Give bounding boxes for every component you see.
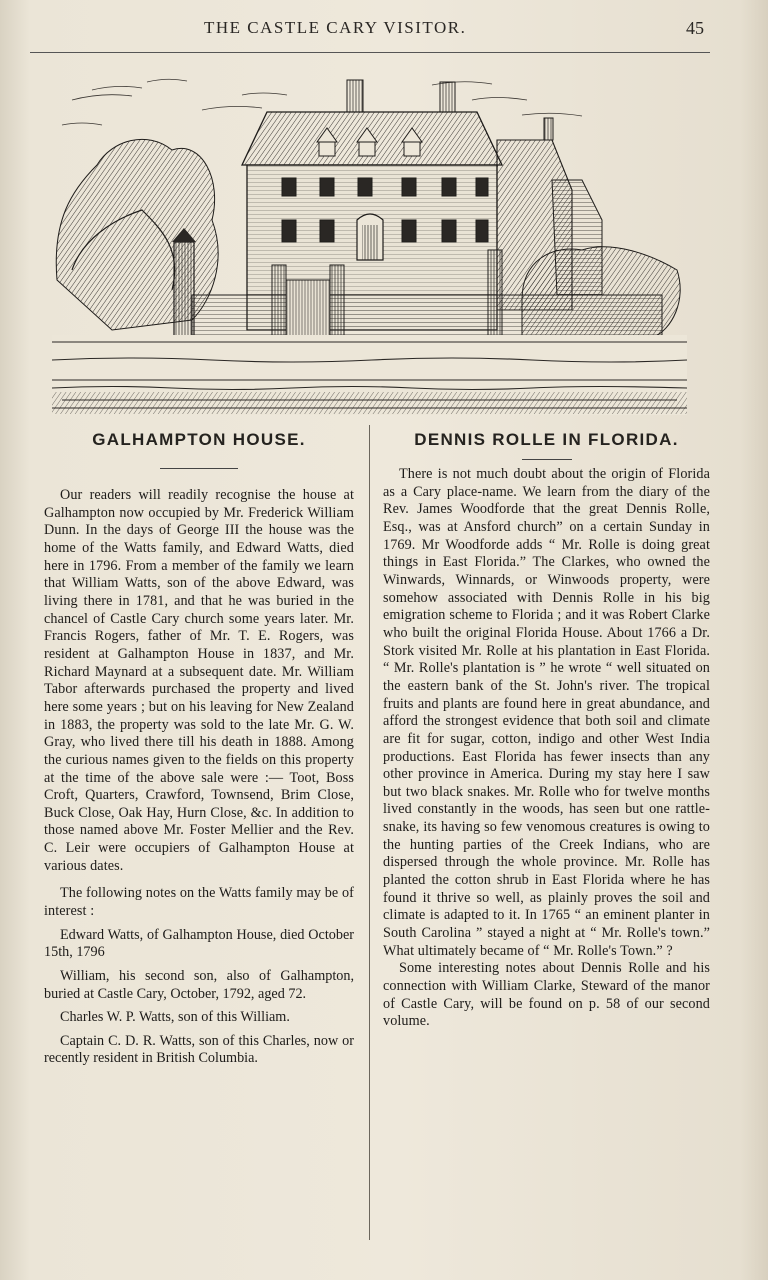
left-column [44, 430, 354, 1068]
page-number: 45 [686, 18, 704, 38]
heading-rule [160, 468, 238, 469]
right-column [383, 430, 710, 1031]
watts-note: Charles W. P. Watts, son of this William. [60, 1009, 290, 1026]
article-paragraph: Some interesting notes about Dennis Rolle and his connection with William Clarke, Steward of the manor of Castle Cary, will be found on p. 58 of our second volume. [383, 960, 710, 1030]
article-heading-galhampton: GALHAMPTON HOUSE. [92, 430, 306, 449]
article-paragraph: The following notes on the Watts family may be of interest : [44, 885, 354, 920]
running-title: THE CASTLE CARY VISITOR. [204, 18, 467, 37]
article-heading-rolle: DENNIS ROLLE IN FLORIDA. [414, 430, 679, 449]
running-head [0, 14, 768, 44]
watts-note: Edward Watts, of Galhampton House, died October 15th, 1796 [44, 926, 354, 961]
column-divider [369, 425, 370, 1240]
watts-note: William, his second son, also of Galhampton, buried at Castle Cary, October, 1792, aged 72. [44, 967, 354, 1002]
heading-rule [522, 459, 572, 460]
header-rule [30, 52, 710, 53]
watts-note: Captain C. D. R. Watts, son of this Charles, now or recently resident in British Columbia. [44, 1032, 354, 1067]
galhampton-house-engraving [52, 70, 687, 415]
article-paragraph: There is not much doubt about the origin of Florida as a Cary place-name. We learn from the diary of the Rev. James Woodforde that the great Dennis Rolle, Esq., was at Ansford church” on a certain Sunday in 1769. Mr Woodforde adds “ Mr. Rolle is doing great things in East Florida.” The Clarkes, who owned the Winwards, Winnards, or Winwoods property, were somehow associated with Dennis Rolle in his big emigration scheme to Florida ; and it was Robert Clarke who built the original Florida House. About 1766 a Dr. Stork visited Mr. Rolle at his plantation in East Florida. “ Mr. Rolle's plantation is ” he wrote “ well situated on the eastern bank of the St. John's river. The tropical fruits and plants are found here in great abundance, and afford the strongest evidence that both soil and climate are fit for sugar, cotton, indigo and other West India productions. East Florida has fewer insects than any other province in America. During my stay here I saw but two black snakes. Mr. Rolle who for twelve months lived constantly in the woods, has seen but one rattle-snake, its having so few venomous creatures is owing to the hunting parties of the Creek Indians, who are dispersed through the whole province. Mr. Rolle has planted the cotton shrub in East Florida where he has found it thrive so well, as plainly proves the soil and climate is adapted to it. In 1765 “ an eminent planter in South Carolina ” stayed a night at “ Mr. Rolle's town.” What ultimately became of “ Mr. Rolle's Town.” ? [383, 466, 710, 959]
article-paragraph: Our readers will readily recognise the house at Galhampton now occupied by Mr. Frederick William Dunn. In the days of George III the house was the home of the Watts family, and Edward Watts, died here in 1796. From a member of the family we learn that William Watts, son of the above Edward, was living there in 1781, and that he was buried in the chancel of Castle Cary church some years later. Mr. Francis Rogers, father of Mr. T. E. Rogers, was resident at Galhampton House in 1837, and Mr. Richard Maynard at a subsequent date. Mr. William Tabor afterwards purchased the property and lived here some years ; but on his leaving for New Zealand in 1883, the property was sold to the late Mr. G. W. Gray, who lived there till his death in 1888. Among the curious names given to the fields on this property at the time of the above sale were :— Toot, Boss Croft, Quarters, Crawford, Townsend, Brim Close, Buck Close, Oak Hay, Hurn Close, &c. In addition to those named above Mr. Foster Mellier and the Rev. C. Leir were occupiers of Galhampton House at various dates. [44, 487, 354, 874]
